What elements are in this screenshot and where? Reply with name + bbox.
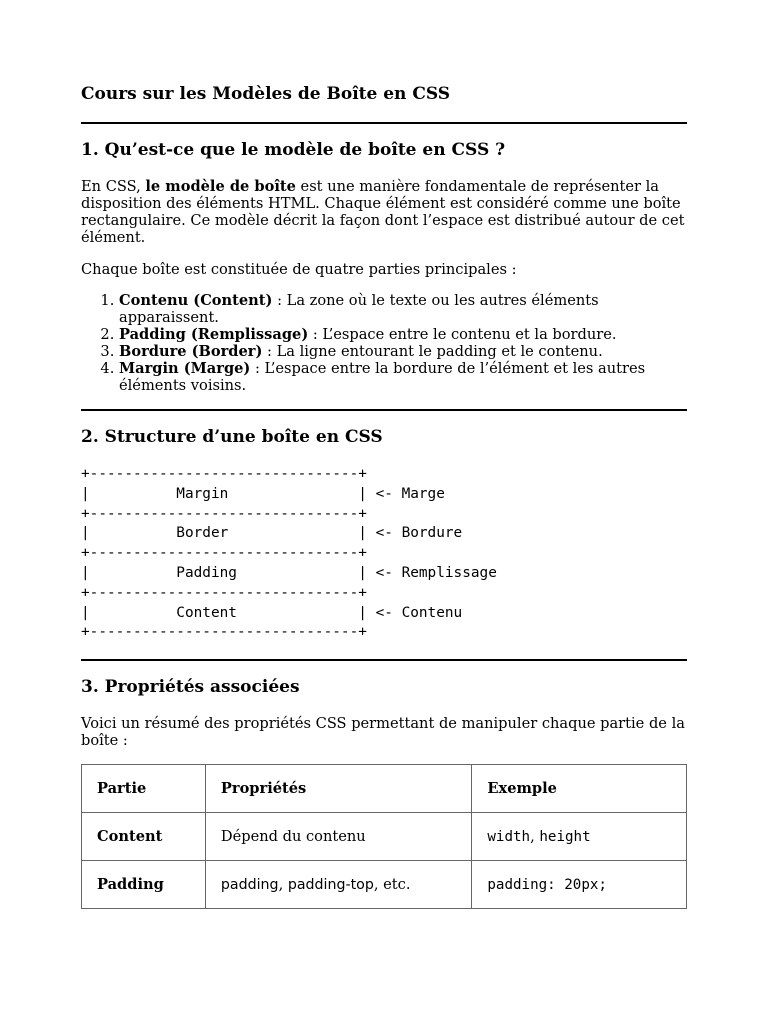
table-cell-properties: Dépend du contenu bbox=[205, 813, 471, 861]
intro-prefix: En CSS, bbox=[81, 178, 146, 195]
table-header-row bbox=[82, 765, 687, 813]
table-cell-example bbox=[472, 861, 687, 909]
parts-intro: Chaque boîte est constituée de quatre parties principales : bbox=[81, 261, 517, 278]
list-item bbox=[119, 292, 687, 326]
table-row bbox=[82, 813, 687, 861]
list-item bbox=[119, 343, 687, 360]
list-item-desc: : La ligne entourant le padding et le contenu. bbox=[262, 343, 603, 360]
horizontal-rule bbox=[81, 409, 687, 411]
list-item-term: Bordure (Border) bbox=[119, 343, 263, 360]
box-model-ascii-diagram: +-------------------------------+ | Margin | <- Marge +-------------------------------+ | Border | <- Bordure +-------------------------------+ | Padding | <- Remplissage +-------------------------------+ | Content | <- Contenu +-------------------------------+ bbox=[81, 466, 497, 641]
list-item-term: Contenu (Content) bbox=[119, 292, 273, 309]
code-snippet: padding: 20px; bbox=[487, 876, 607, 893]
code-snippet: height bbox=[539, 828, 591, 845]
section-1-intro bbox=[81, 178, 687, 246]
table-header-cell: Propriétés bbox=[205, 765, 471, 813]
horizontal-rule bbox=[81, 659, 687, 661]
code-snippet: width bbox=[487, 828, 531, 845]
table-cell-properties bbox=[205, 861, 471, 909]
section-2-heading: 2. Structure d’une boîte en CSS bbox=[81, 427, 383, 447]
table-row bbox=[82, 861, 687, 909]
list-item-desc: : La zone où le texte ou les autres éléments apparaissent. bbox=[119, 292, 599, 326]
box-parts-list bbox=[81, 292, 687, 394]
list-item bbox=[119, 326, 687, 343]
code-snippet: padding-top bbox=[287, 876, 374, 893]
intro-suffix: est une manière fondamentale de représenter la disposition des éléments HTML. Chaque élément est considéré comme une boîte rectangulaire. Ce modèle décrit la façon dont l’espace est distribué autour de cet élément. bbox=[81, 178, 685, 246]
list-item-term: Margin (Marge) bbox=[119, 360, 251, 377]
list-item bbox=[119, 360, 687, 394]
list-item-desc: : L’espace entre le contenu et la bordure. bbox=[308, 326, 617, 343]
separator: , bbox=[278, 875, 288, 893]
list-item-desc: : L’espace entre la bordure de l’élément et les autres éléments voisins. bbox=[119, 360, 646, 394]
intro-bold-term: le modèle de boîte bbox=[145, 178, 296, 195]
table-header-cell: Partie bbox=[82, 765, 206, 813]
horizontal-rule bbox=[81, 122, 687, 124]
section-3-intro: Voici un résumé des propriétés CSS permettant de manipuler chaque partie de la boîte : bbox=[81, 715, 685, 749]
table-cell-part: Padding bbox=[82, 861, 206, 909]
properties-table bbox=[81, 764, 687, 909]
section-1-heading: 1. Qu’est-ce que le modèle de boîte en CSS ? bbox=[81, 140, 506, 160]
section-3-heading: 3. Propriétés associées bbox=[81, 677, 300, 697]
list-item-term: Padding (Remplissage) bbox=[119, 326, 309, 343]
table-cell-example bbox=[472, 813, 687, 861]
code-snippet: padding bbox=[220, 876, 279, 893]
separator: , bbox=[530, 827, 540, 845]
table-cell-part: Content bbox=[82, 813, 206, 861]
table-header-cell: Exemple bbox=[472, 765, 687, 813]
properties-suffix: , etc. bbox=[373, 875, 411, 893]
document-title: Cours sur les Modèles de Boîte en CSS bbox=[81, 84, 451, 104]
